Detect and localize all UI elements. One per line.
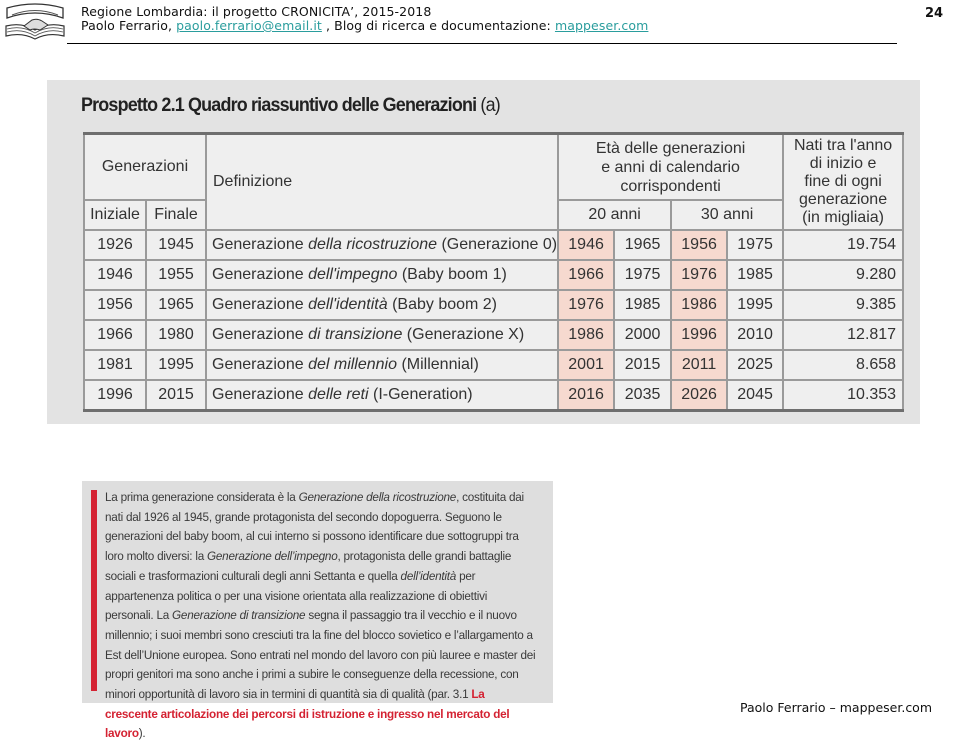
header-eta [558, 134, 783, 201]
accent-bar [91, 490, 97, 691]
text-segment: La prima generazione considerata è la [105, 490, 299, 504]
cell-iniziale: 1996 [84, 380, 146, 411]
handshake-book-logo-icon [4, 2, 66, 42]
text-segment: ). [138, 726, 146, 741]
cell-30-end: 2045 [727, 380, 783, 411]
cell-definizione [206, 290, 558, 320]
cell-definizione [206, 380, 558, 411]
cell-30-start: 2011 [671, 350, 727, 380]
blog-label: , Blog di ricerca e documentazione: [321, 18, 555, 33]
text-segment: segna il passaggio tra il vecchio e il nuovo millennio; i suoi membri sono cresciuti tra la fine del blocco sovietico e l’allargamento a Est dell’Unione europea. Sono entrati nel mondo del lavoro con più lauree e master dei propri genitori ma sono anche i primi a subire le conseguenze della recessione, con minori opportunità di lavoro sia in termini di quantità sia di qualità (par. 3.1 [105, 608, 536, 702]
table-row [84, 380, 903, 411]
table-row [84, 260, 903, 290]
cell-30-end: 1975 [727, 230, 783, 260]
cell-20-start: 1976 [558, 290, 614, 320]
header-nati-line: fine di ogni [804, 173, 882, 190]
def-prefix: Generazione [212, 326, 309, 343]
cell-30-end: 1995 [727, 290, 783, 320]
def-italic: dell'identità [308, 296, 388, 313]
cell-30-start: 1976 [671, 260, 727, 290]
header-nati-line: (in migliaia) [802, 209, 884, 226]
table-row [84, 230, 903, 260]
header-nati [783, 134, 903, 231]
header-title: Regione Lombardia: il progetto CRONICITA’, 2015-2018 [81, 4, 432, 19]
table-title-note: (a) [480, 94, 500, 116]
def-prefix: Generazione [212, 386, 309, 403]
cell-nati: 12.817 [783, 320, 903, 350]
cell-nati: 10.353 [783, 380, 903, 411]
table-title [81, 94, 500, 117]
cell-finale: 1945 [146, 230, 206, 260]
header-text [81, 5, 648, 33]
def-suffix: (I-Generation) [368, 386, 473, 403]
cell-20-end: 2035 [614, 380, 671, 411]
section-reference-link[interactable]: La crescente articolazione dei percorsi di istruzione e ingresso nel mercato del lavoro [105, 687, 510, 741]
cell-20-end: 1985 [614, 290, 671, 320]
cell-definizione [206, 230, 558, 260]
text-segment: , costituita dai nati dal 1926 al 1945, grande protagonista del secondo dopoguerra. Seguono le generazioni del baby boom, al cui interno si possono identificare due sottogruppi tra loro molto diversi: la [105, 490, 524, 564]
cell-20-start: 1966 [558, 260, 614, 290]
header-generazioni: Generazioni [84, 134, 206, 201]
cell-20-end: 2015 [614, 350, 671, 380]
def-italic: del millennio [308, 356, 397, 373]
text-italic: Generazione dell’impegno [207, 549, 338, 564]
cell-finale: 2015 [146, 380, 206, 411]
def-italic: della ricostruzione [308, 236, 438, 253]
header-20-anni: 20 anni [558, 200, 671, 230]
cell-iniziale: 1956 [84, 290, 146, 320]
cell-30-start: 2026 [671, 380, 727, 411]
page-number: 24 [925, 6, 944, 21]
table-title-main: Prospetto 2.1 Quadro riassuntivo delle Generazioni [81, 94, 477, 116]
def-italic: di transizione [308, 326, 403, 343]
cell-20-start: 1946 [558, 230, 614, 260]
header-eta-line: e anni di calendario [601, 158, 740, 176]
text-italic: Generazione della ricostruzione [298, 490, 457, 504]
table-row [84, 320, 903, 350]
def-prefix: Generazione [212, 236, 309, 253]
table-row [84, 350, 903, 380]
cell-20-end: 2000 [614, 320, 671, 350]
def-suffix: (Generazione X) [402, 326, 525, 343]
table-row [84, 290, 903, 320]
cell-finale: 1965 [146, 290, 206, 320]
def-prefix: Generazione [212, 266, 309, 283]
description-text [105, 488, 537, 744]
cell-nati: 8.658 [783, 350, 903, 380]
cell-30-start: 1956 [671, 230, 727, 260]
cell-20-start: 2001 [558, 350, 614, 380]
header-divider [67, 43, 897, 44]
header-30-anni: 30 anni [671, 200, 783, 230]
header-iniziale: Iniziale [84, 200, 146, 230]
cell-20-end: 1965 [614, 230, 671, 260]
text-segment: per appartenenza politica o per una visione orientata alla realizzazione di obiettivi personali. La [105, 568, 488, 623]
cell-30-start: 1986 [671, 290, 727, 320]
author-name: Paolo Ferrario, [81, 18, 177, 33]
text-italic: dell’identità [400, 568, 457, 583]
blog-link[interactable]: mappeser.com [554, 18, 649, 33]
cell-20-start: 1986 [558, 320, 614, 350]
header-nati-line: Nati tra l'anno [793, 137, 893, 154]
cell-definizione [206, 260, 558, 290]
header-eta-line: Età delle generazioni [595, 139, 746, 157]
def-suffix: (Millennial) [397, 356, 479, 373]
text-italic: Generazione di transizione [172, 608, 306, 623]
cell-iniziale: 1946 [84, 260, 146, 290]
def-suffix: (Baby boom 2) [387, 296, 498, 313]
header-eta-line: corrispondenti [620, 177, 721, 195]
cell-iniziale: 1966 [84, 320, 146, 350]
def-prefix: Generazione [212, 296, 309, 313]
def-italic: dell'impegno [308, 266, 398, 283]
cell-nati: 9.385 [783, 290, 903, 320]
cell-definizione [206, 320, 558, 350]
email-link[interactable]: paolo.ferrario@email.it [176, 18, 322, 33]
generations-table-panel [47, 80, 920, 424]
cell-30-end: 2025 [727, 350, 783, 380]
footer-credit: Paolo Ferrario – mappeser.com [740, 700, 933, 715]
cell-30-start: 1996 [671, 320, 727, 350]
cell-20-end: 1975 [614, 260, 671, 290]
cell-nati: 19.754 [783, 230, 903, 260]
cell-finale: 1995 [146, 350, 206, 380]
def-italic: delle reti [308, 386, 369, 403]
cell-30-end: 2010 [727, 320, 783, 350]
text-segment: , protagonista delle grandi battaglie sociali e trasformazioni culturali degli anni Settanta e quella [105, 549, 512, 583]
cell-30-end: 1985 [727, 260, 783, 290]
def-suffix: (Generazione 0) [437, 236, 558, 253]
header-nati-line: di inizio e [809, 155, 877, 172]
cell-definizione [206, 350, 558, 380]
def-suffix: (Baby boom 1) [397, 266, 507, 283]
cell-20-start: 2016 [558, 380, 614, 411]
generations-table [83, 132, 904, 412]
header-finale: Finale [146, 200, 206, 230]
cell-iniziale: 1926 [84, 230, 146, 260]
def-prefix: Generazione [212, 356, 309, 373]
cell-nati: 9.280 [783, 260, 903, 290]
description-box [82, 481, 553, 741]
header-subtitle [81, 19, 648, 33]
cell-iniziale: 1981 [84, 350, 146, 380]
cell-finale: 1955 [146, 260, 206, 290]
cell-finale: 1980 [146, 320, 206, 350]
header-definizione: Definizione [206, 134, 558, 231]
header-nati-line: generazione [799, 191, 888, 208]
